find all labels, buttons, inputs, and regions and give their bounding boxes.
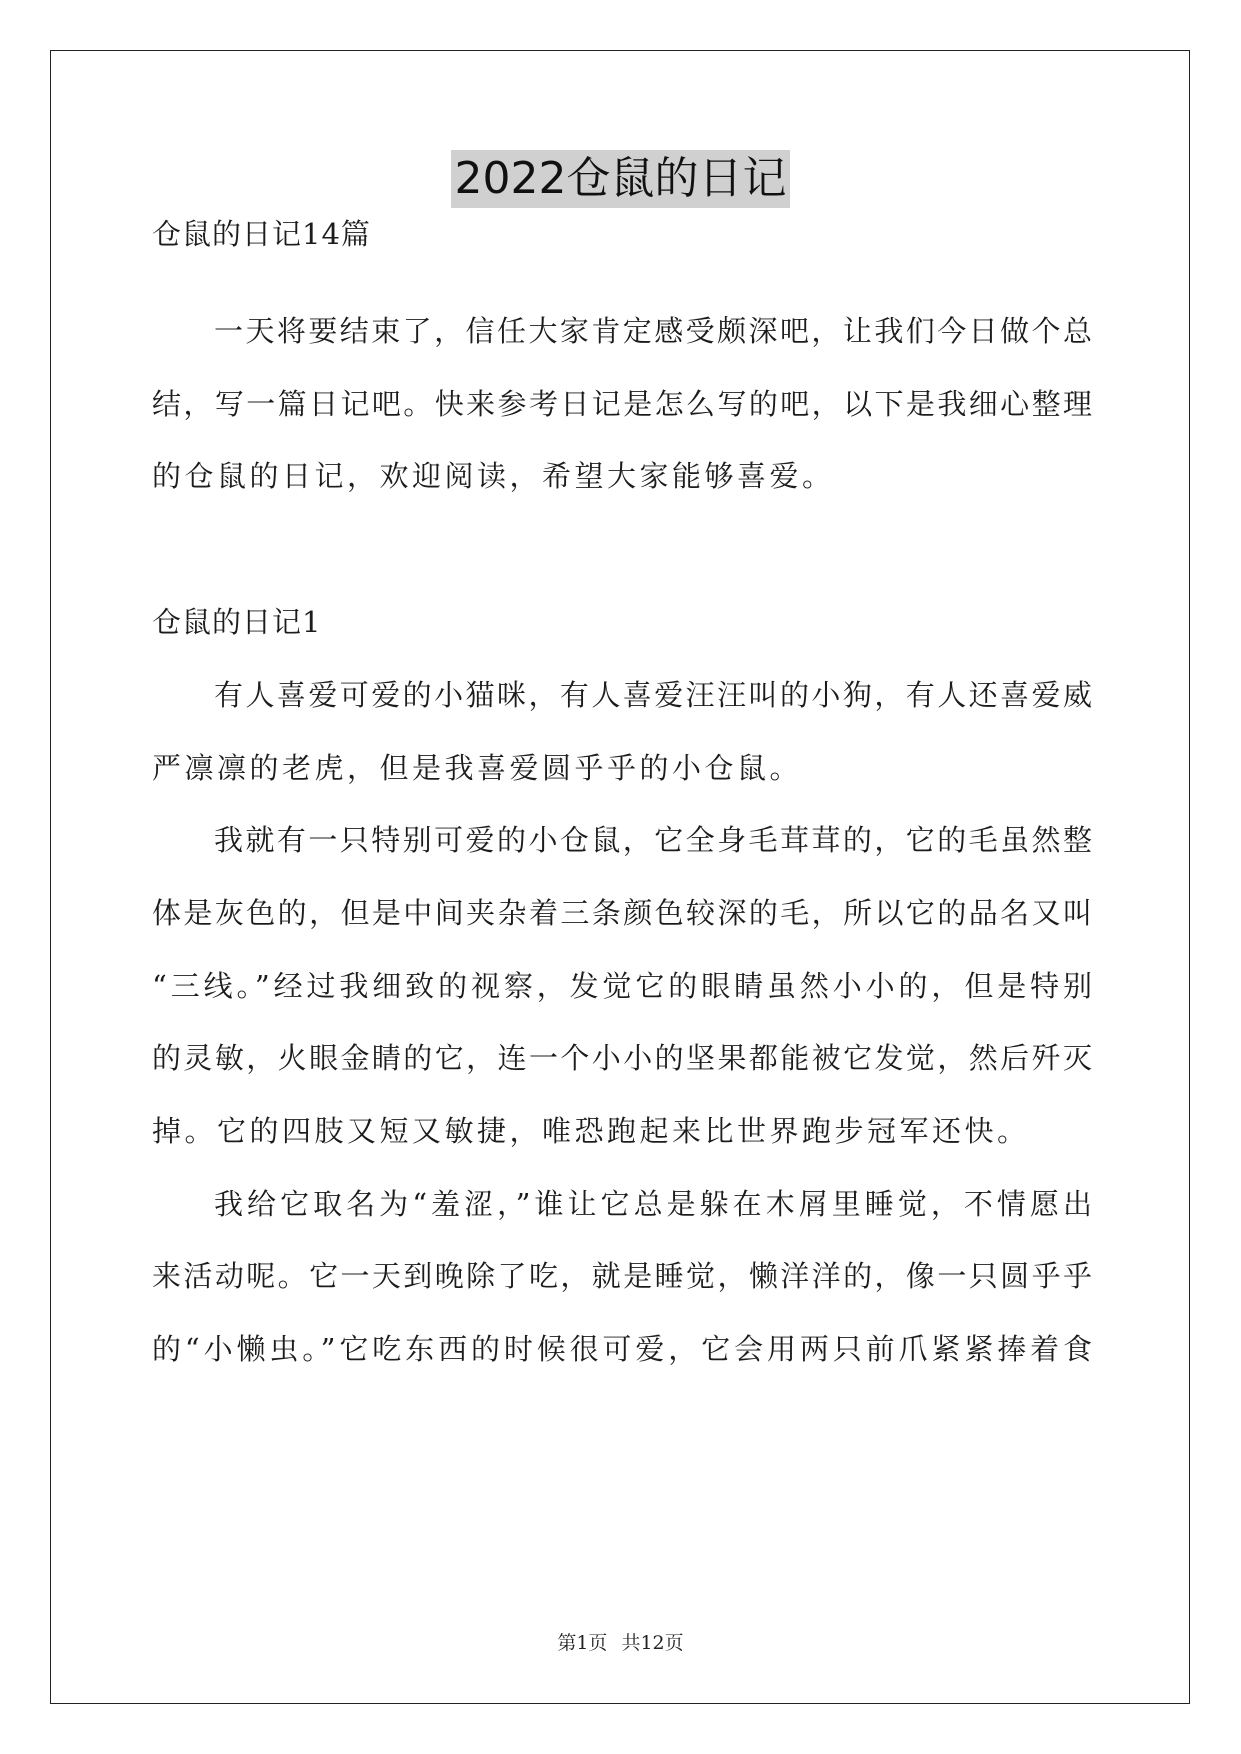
intro-line: 的仓鼠的日记，欢迎阅读，希望大家能够喜爱。 [152, 459, 835, 493]
paragraph-line: 的“小懒虫。”它吃东西的时候很可爱，它会用两只前爪紧紧捧着食 [152, 1332, 1092, 1366]
page-border [50, 50, 1190, 1704]
paragraph-line: 我就有一只特别可爱的小仓鼠，它全身毛茸茸的，它的毛虽然整 [214, 823, 1092, 857]
intro-line: 结，写一篇日记吧。快来参考日记是怎么写的吧，以下是我细心整理 [152, 387, 1092, 421]
paragraph-line: 严凛凛的老虎，但是我喜爱圆乎乎的小仓鼠。 [152, 751, 803, 785]
document-subtitle: 仓鼠的日记14篇 [152, 217, 371, 251]
paragraph-line: 我给它取名为“羞涩，”谁让它总是躲在木屑里睡觉，不情愿出 [214, 1187, 1092, 1221]
title-container [0, 150, 1241, 208]
paragraph-line: 有人喜爱可爱的小猫咪，有人喜爱汪汪叫的小狗，有人还喜爱威 [214, 678, 1092, 712]
page-number: 第1页 [557, 1632, 608, 1654]
intro-line: 一天将要结束了，信任大家肯定感受颇深吧，让我们今日做个总 [214, 314, 1092, 348]
paragraph-line: 掉。它的四肢又短又敏捷，唯恐跑起来比世界跑步冠军还快。 [152, 1114, 1030, 1148]
page-footer [0, 1630, 1241, 1656]
paragraph-line: 的灵敏，火眼金睛的它，连一个小小的坚果都能被它发觉，然后歼灭 [152, 1041, 1092, 1075]
page-total: 共12页 [621, 1632, 684, 1654]
paragraph-line: 体是灰色的，但是中间夹杂着三条颜色较深的毛，所以它的品名又叫 [152, 896, 1092, 930]
section-heading: 仓鼠的日记1 [152, 605, 322, 639]
paragraph-line: “三线。”经过我细致的视察，发觉它的眼睛虽然小小的，但是特别 [152, 969, 1092, 1003]
document-title: 2022仓鼠的日记 [451, 150, 791, 208]
paragraph-line: 来活动呢。它一天到晚除了吃，就是睡觉，懒洋洋的，像一只圆乎乎 [152, 1259, 1092, 1293]
